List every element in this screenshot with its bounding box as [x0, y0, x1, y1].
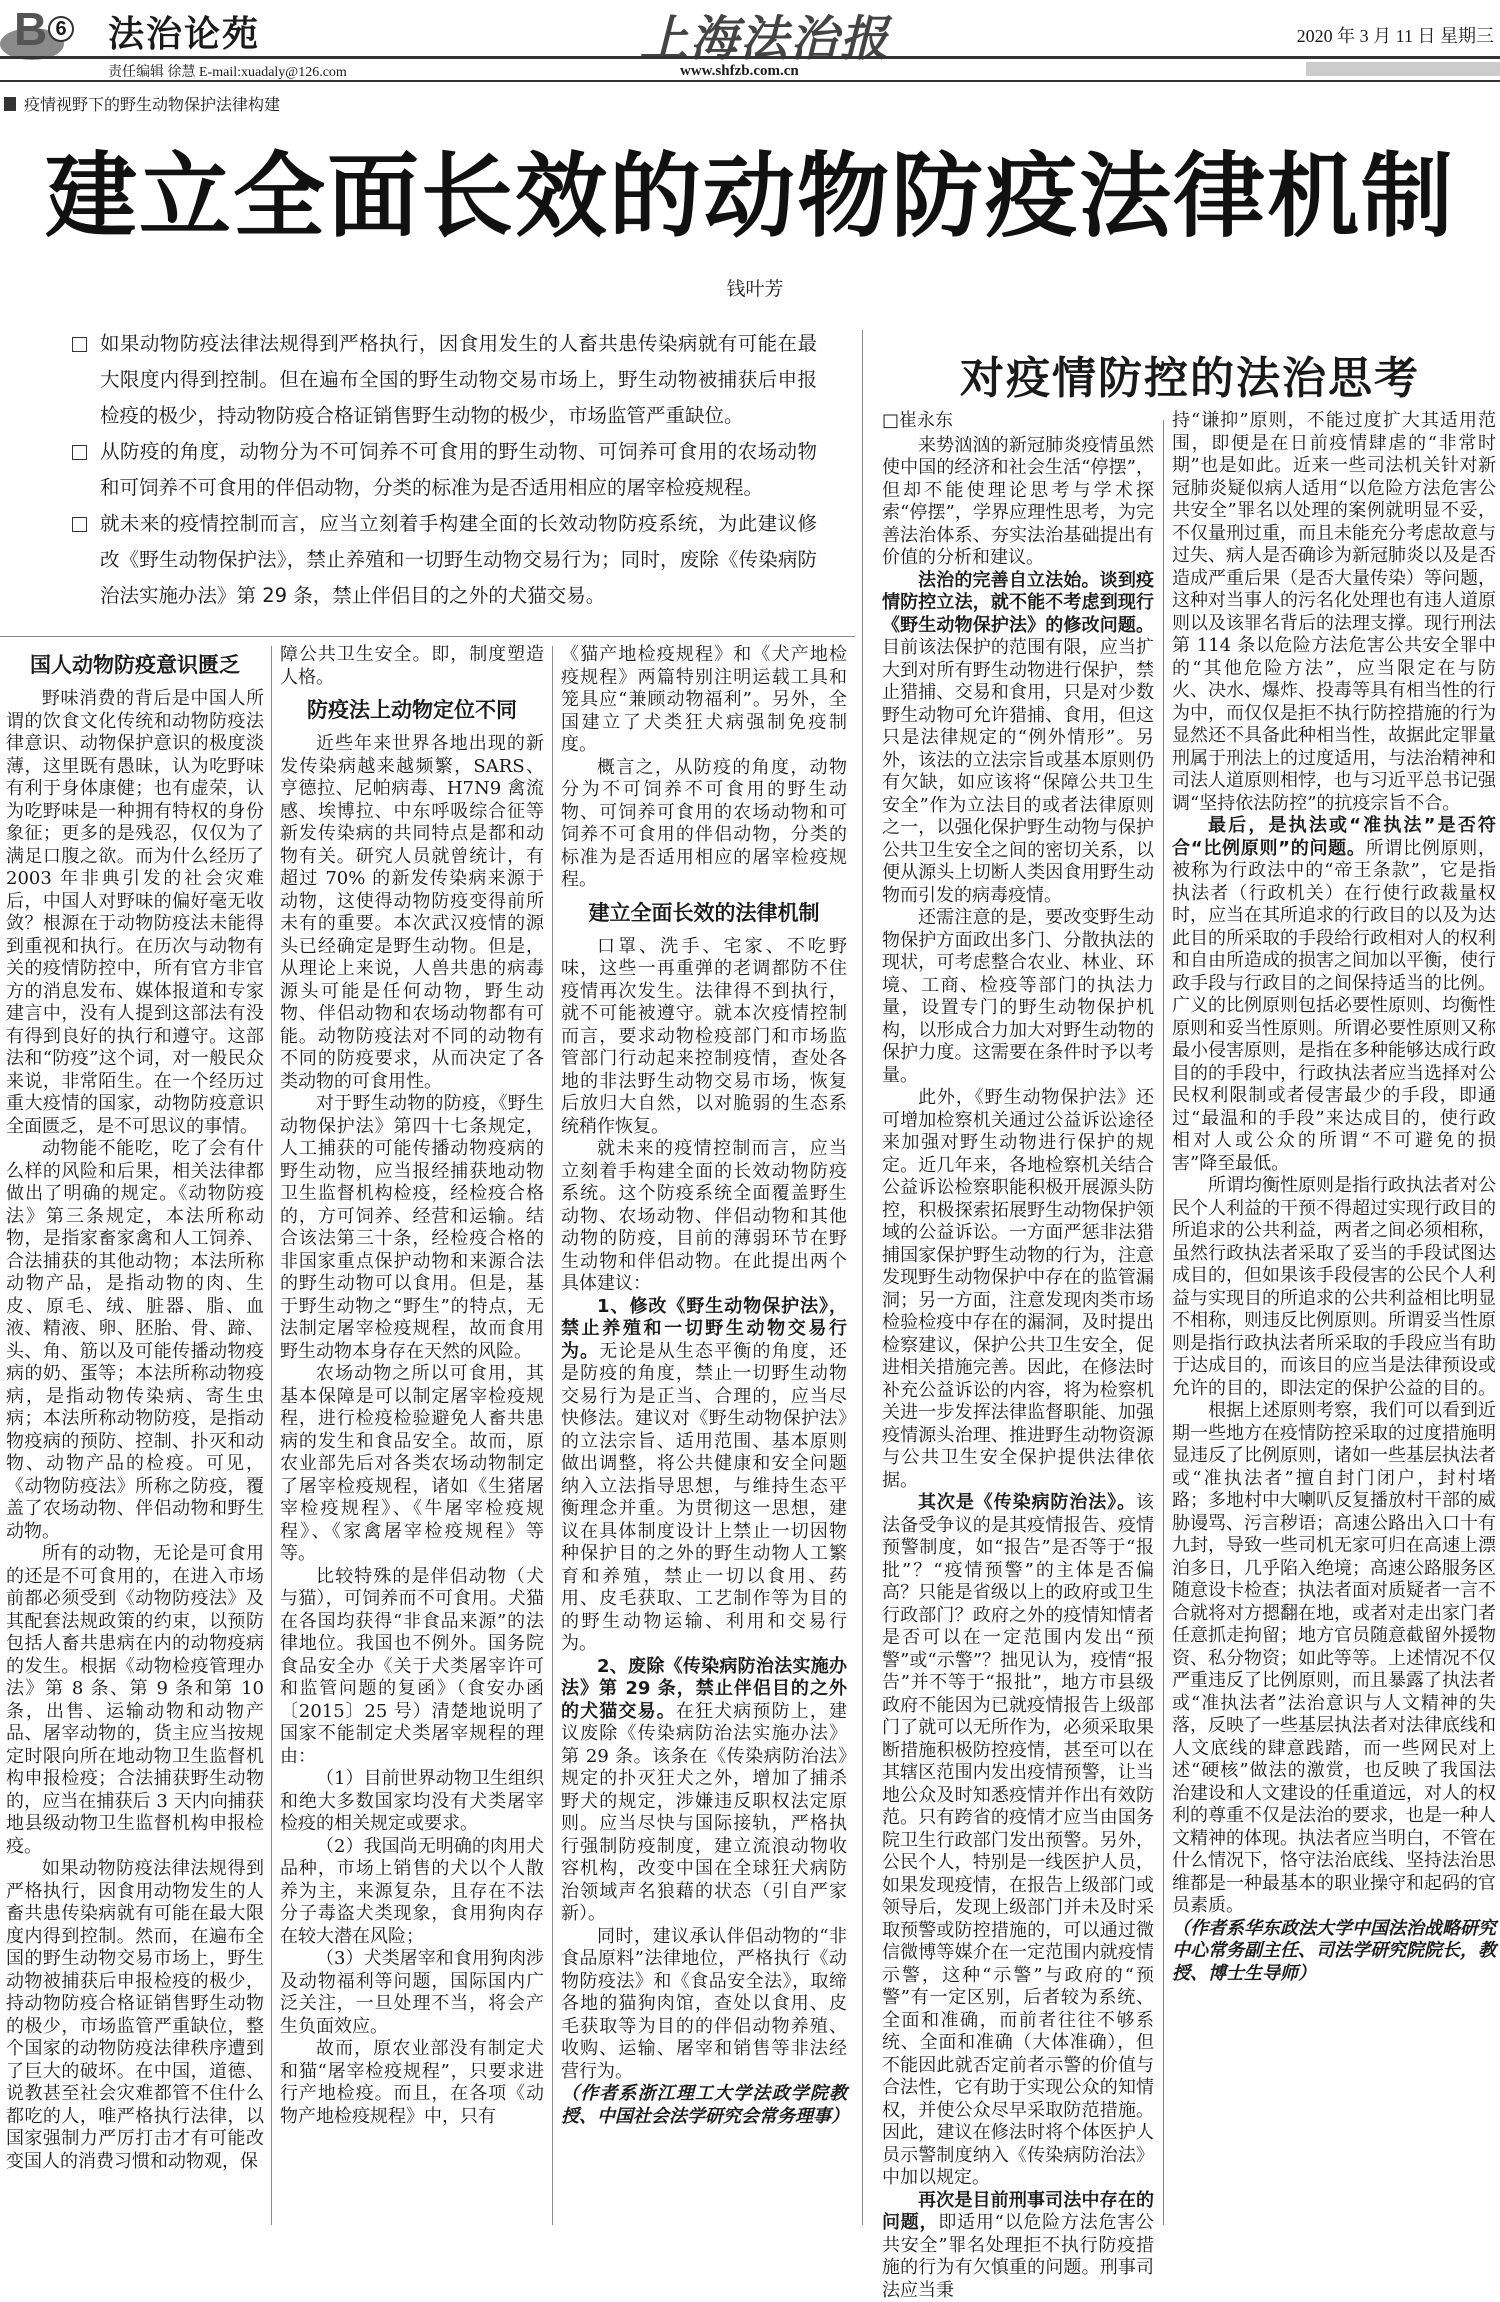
paragraph-text: 所有的动物，无论是可食用的还是不可食用的，在进入市场前都必须受到《动物防疫法》及其配套法规政策的约束，以预防包括人畜共患病在内的动物疫病的发生。根据《动物检疫管理办法》第 8 条、第 9 条和第 10 条，出售、运输动物和动物产品、屠宰动物的，货主应当按规定时限向所在地动物卫生监督机构申报检疫；合法捕获野生动物的，应当在捕获后 3 天内向捕获地县级动物卫生监督机构申报检疫。	[6, 1543, 264, 1857]
column-divider	[1163, 420, 1164, 2225]
paragraph	[1172, 815, 1496, 1175]
paragraph	[280, 733, 544, 1093]
paragraph-text: 所谓均衡性原则是指行政执法者对公民个人利益的干预不得超过实现行政目的所追求的公共利益，两者之间必须相称，虽然行政执法者采取了妥当的手段试图达成目的，但如果该手段侵害的公民个人利益与实现目的所追求的公共利益相比明显不相称，则违反比例原则。所谓妥当性原则是指行政执法者所采取的手段应当有助于达成目的，而该目的应当是法律预设或允许的目的，即法定的保护公益的目的。	[1172, 1175, 1496, 1399]
page-letter: B	[14, 2, 47, 56]
side-column-1	[882, 410, 1154, 2302]
square-bullet-icon	[4, 97, 16, 111]
newspaper-masthead: 上海法治报	[640, 0, 900, 69]
paragraph	[561, 1926, 847, 2084]
paragraph-text: （作者系华东政法大学中国法治战略研究中心常务副主任、司法学研究院院长，教授、博士生导师）	[1172, 1918, 1496, 1984]
paragraph	[561, 1296, 847, 1656]
paragraph-text: 障公共卫生安全。即，制度塑造人格。	[280, 644, 544, 688]
article-divider	[862, 330, 863, 2225]
paragraph-text: 对于野生动物的防疫，《野生动物保护法》第四十七条规定，人工捕获的可能传播动物疫病的野生动物，应当报经捕获地动物卫生监督机构检疫，经检疫合格的，方可饲养、经营和运输。结合该法第三十条，经检疫合格的非国家重点保护动物和来源合法的野生动物可以食用。但是，基于野生动物之“野生”的特点，无法制定屠宰检疫规程，故而食用野生动物本身存在天然的风险。	[280, 1093, 544, 1362]
paragraph	[280, 1836, 544, 1949]
subheading: 国人动物防疫意识匮乏	[6, 652, 264, 678]
paragraph-text: 就未来的疫情控制而言，应当立刻着手构建全面的长效动物防疫系统。这个防疫系统全面覆盖野生动物、农场动物、伴侣动物和其他动物的防疫，目前的薄弱环节在野生动物和伴侣动物。在此提出两个具体建议：	[561, 1138, 847, 1294]
paragraph	[561, 1138, 847, 1296]
paragraph	[561, 1656, 847, 1926]
header-rule	[0, 56, 1500, 59]
side-headline: 对疫情防控的法治思考	[880, 342, 1500, 406]
side-byline: □崔永东	[882, 410, 1154, 433]
paragraph	[280, 644, 544, 689]
paragraph	[6, 1543, 264, 1858]
paragraph-text: 所谓比例原则，被称为行政法中的“帝王条款”，它是指执法者（行政机关）在行使行政裁量权时，应当在其所追求的行政目的以及为达此目的所采取的手段给行政相对人的权利和自由所造成的损害之间加以平衡，使行政手段与行政目的之间保持适当的比例。广义的比例原则包括必要性原则、均衡性原则和妥当性原则。所谓必要性原则又称最小侵害原则，是指在多种能够达成行政目的的手段中，行政执法者应当选择对公民权利限制或者侵害最少的手段，即通过“最温和的手段”来达成目的，使行政相对人或公众的所谓“不可避免的损害”降至最低。	[1172, 838, 1496, 1174]
paragraph-text: 根据上述原则考察，我们可以看到近期一些地方在疫情防控采取的过度措施明显违反了比例原则，诸如一些基层执法者或“准执法者”擅自封门闭户，封村堵路；多地村中大喇叭反复播放村干部的威胁谩骂、污言秽语；高速公路出入口十有九封，导致一些司机无家可归在高速上漂泊多日，几乎陷入绝境；高速公路服务区随意设卡检查；执法者面对质疑者一言不合就将对方摁翻在地，或者对走出家门者任意抓走拘留；地方官员随意截留外援物资、私分物资；如此等等。上述情况不仅严重违反了比例原则，而且暴露了执法者或“准执法者”法治意识与人文精神的失落，反映了一些基层执法者对法律底线和人文底线的肆意践踏，而一些网民对上述“硬核”做法的激赏，也反映了我国法治建设和人文建设的任重道远，对人的权利的尊重不仅是法治的要求，也是一种人文精神的体现。执法者应当明白，不管在什么情况下，恪守法治底线、坚持法治思维都是一种最基本的职业操守和起码的官员素质。	[1172, 1400, 1496, 1916]
paragraph-text: （3）犬类屠宰和食用狗肉涉及动物福利等问题，国际国内广泛关注，一旦处理不当，将会产生负面效应。	[280, 1948, 544, 2037]
page-number: 6	[48, 16, 74, 42]
paragraph	[280, 1093, 544, 1363]
paragraph-text: 即适用“以危险方法危害公共安全”罪名处理拒不执行防疫措施的行为有欠慎重的问题。刑事司法应当秉	[882, 2212, 1154, 2301]
paragraph-text: 故而，原农业部没有制定犬和猫“屠宰检疫规程”，只要求进行产地检疫。而且，在各项《动物产地检疫规程》中，只有	[280, 2038, 544, 2127]
paragraph-text: 此外，《野生动物保护法》还可增加检察机关通过公益诉讼途径来加强对野生动物进行保护的规定。近几年来，各地检察机关结合公益诉讼检察职能积极开展源头防控，积极探索拓展野生动物保护领域的公益诉讼。一方面严惩非法猎捕国家保护野生动物的行为，注意发现野生动物保护中存在的监管漏洞；另一方面，注意发现肉类市场检验检疫中存在的漏洞，及时提出检察建议，保护公共卫生安全，促进相关措施完善。因此，在修法时补充公益诉讼的内容，将为检察机关进一步发挥法律监督职能、加强疫情源头治理、推进野生动物资源与公共卫生安全保护提供法律依据。	[882, 1087, 1154, 1491]
topic-tag	[4, 92, 280, 115]
summary-item	[72, 434, 817, 506]
paragraph	[882, 2190, 1154, 2302]
paragraph-text: （作者系浙江理工大学法政学院教授、中国社会法学研究会常务理事）	[561, 2083, 849, 2127]
website-url: www.shfzb.com.cn	[680, 63, 799, 80]
paragraph	[882, 1492, 1154, 2190]
summary-text: 从防疫的角度，动物分为不可饲养不可食用的野生动物、可饲养可食用的农场动物和可饲养不可食用的伴侣动物，分类的标准为是否适用相应的屠宰检疫规程。	[100, 440, 817, 499]
paragraph-text: 近些年来世界各地出现的新发传染病越来越频繁，SARS、亨德拉、尼帕病毒、H7N9 禽流感、埃博拉、中东呼吸综合征等新发传染病的共同特点是都和动物有关。研究人员就曾统计，有超过 70% 的新发传染病来源于动物，这使得动物防疫变得前所未有的重要。本次武汉疫情的源头已经确定是野生动物。但是，从理论上来说，人兽共患的病毒源头可能是任何动物，野生动物、伴侣动物和农场动物都有可能。动物防疫法对不同的动物有不同的防疫要求，从而决定了各类动物的可食用性。	[280, 733, 544, 1092]
paragraph	[6, 1138, 264, 1543]
header-rule-bottom	[0, 80, 1500, 82]
topic-tag-text: 疫情视野下的野生动物保护法律构建	[24, 95, 280, 114]
paragraph-text: 同时，建议承认伴侣动物的“非食品原料”法律地位，严格执行《动物防疫法》和《食品安全法》，取缔各地的猫狗肉馆，查处以食用、皮毛获取等为目的的伴侣动物养殖、收购、运输、屠宰和销售等非法经营行为。	[561, 1926, 847, 2082]
paragraph	[280, 1566, 544, 1769]
paragraph	[882, 570, 1154, 908]
section-title: 法治论苑	[108, 6, 260, 57]
checkbox-square-icon	[72, 517, 87, 532]
paragraph	[280, 1363, 544, 1566]
paragraph-lead: 其次是《传染病防治法》。	[918, 1492, 1136, 1513]
paragraph-text: 来势汹汹的新冠肺炎疫情虽然使中国的经济和社会生活“停摆”，但却不能使理论思考与学术探索“停摆”，学界应理性思考，为完善法治体系、夯实法治基础提出有价值的分析和建议。	[882, 435, 1154, 569]
paragraph	[1172, 410, 1496, 815]
paragraph-text: 该法备受争议的是其疫情报告、疫情预警制度，如“报告”是否等于“报批”？“疫情预警”的主体是否偏高？只能是省级以上的政府或卫生行政部门？政府之外的疫情知情者是否可以在一定范围内发出“预警”或“示警”？拙见认为，疫情“报告”并不等于“报批”，地方市县级政府不能因为已就疫情报告上级部门了就可以无所作为，必须采取果断措施积极防控疫情，甚至可以在其辖区范围内发出疫情预警，让当地公众及时知悉疫情并作出有效防范。只有跨省的疫情才应当由国务院卫生行政部门发出预警。另外，公民个人，特别是一线医护人员，如果发现疫情，在报告上级部门或领导后，发现上级部门并未及时采取预警或防控措施的，可以通过微信微博等媒介在一定范围内就疫情示警，这种“示警”与政府的“预警”有一定区别，后者较为系统、全面和准确，而前者往往不够系统、全面和准确（大体准确），但不能因此就否定前者示警的价值与合法性，它有助于实现公众的知情权，并使公众尽早采取防范措施。因此，建议在修法时将个体医护人员示警制度纳入《传染病防治法》中加以规定。	[882, 1492, 1154, 2188]
paragraph-lead: 最后，是执法或“准执法”是否符合“比例原则”的问题。	[1172, 815, 1496, 859]
paragraph	[561, 936, 847, 1139]
paragraph-lead: 2、废除《传染病防治法实施办法》第 29 条，禁止伴侣目的之外的犬猫交易。	[561, 1656, 847, 1722]
paragraph-text: 农场动物之所以可食用，其基本保障是可以制定屠宰检疫规程，进行检疫检验避免人畜共患病的发生和食品安全。故而，原农业部先后对各类农场动物制定了屠宰检疫规程，诸如《生猪屠宰检疫规程》、《牛屠宰检疫规程》、《家禽屠宰检疫规程》等等。	[280, 1363, 544, 1564]
editor-credit: 责任编辑 徐慧 E-mail:xuadaly@126.com	[108, 61, 347, 81]
paragraph-text: 目前该法保护的范围有限，应当扩大到对所有野生动物进行保护，禁止猎捕、交易和食用，只是对少数野生动物可允许猎捕、食用，但这只是法律规定的“例外情形”。另外，该法的立法宗旨或基本原则仍有欠缺，如应该将“保障公共卫生安全”作为立法目的或者法律原则之一，以强化保护野生动物与保护公共卫生安全之间的密切关系，以便从源头上切断人类因食用野生动物而引发的病毒疫情。	[882, 637, 1154, 906]
paragraph	[882, 907, 1154, 1087]
main-author: 钱叶芳	[700, 274, 810, 301]
subheading: 建立全面长效的法律机制	[561, 900, 847, 926]
paragraph-lead: 法治的完善自立法始。谈到疫情防控立法，就不能不考虑到现行《野生动物保护法》的修改问题。	[882, 570, 1154, 636]
paragraph	[882, 435, 1154, 570]
paragraph-text: 口罩、洗手、宅家、不吃野味，这些一再重弹的老调都防不住疫情再次发生。法律得不到执行，就不可能被遵守。就本次疫情控制而言，要求动物检疫部门和市场监管部门行动起来控制疫情，查处各地的非法野生动物交易市场，恢复后放归大自然，以对脆弱的生态系统稍作恢复。	[561, 936, 847, 1137]
author-note	[561, 2083, 847, 2128]
column-divider	[271, 646, 272, 2225]
paragraph-text: 如果动物防疫法律法规得到严格执行，因食用动物发生的人畜共患传染病就有可能在最大限度内得到控制。然而，在遍布全国的野生动物交易市场上，野生动物被捕获后申报检疫的极少，持动物防疫合格证销售野生动物的极少，市场监管严重缺位，整个国家的动物防疫法律秩序遭到了巨大的破坏。在中国，道德、说教甚至社会灾难都管不住什么都吃的人，唯严格执行法律，以国家强制力严厉打击才有可能改变国人的消费习惯和动物观，保	[6, 1858, 264, 2172]
issue-date: 2020 年 3 月 11 日 星期三	[1297, 22, 1494, 48]
paragraph-lead: 再次是目前刑事司法中存在的问题，	[882, 2190, 1154, 2234]
header-grey-bar	[1306, 62, 1500, 76]
paragraph	[6, 688, 264, 1138]
main-headline: 建立全面长效的动物防疫法律机制	[0, 146, 1500, 247]
summary-text: 就未来的疫情控制而言，应当立刻着手构建全面的长效动物防疫系统，为此建议修改《野生动物保护法》，禁止养殖和一切野生动物交易行为；同时，废除《传染病防治法实施办法》第 29 条，禁止伴侣目的之外的犬猫交易。	[100, 512, 817, 607]
paragraph	[6, 1858, 264, 2173]
side-column-2	[1172, 410, 1496, 1985]
paragraph	[1172, 1400, 1496, 1918]
main-column-3	[561, 644, 847, 2128]
checkbox-square-icon	[72, 445, 87, 460]
paragraph	[561, 644, 847, 757]
paragraph-text: 还需注意的是，要改变野生动物保护方面政出多门、分散执法的现状，可考虑整合农业、林业、环境、工商、检疫等部门的执法力量，设置专门的野生动物保护机构，以形成合力加大对野生动物的保护力度。这需要在条件时予以考量。	[882, 907, 1154, 1086]
paragraph	[280, 1948, 544, 2038]
paragraph-text: 概言之，从防疫的角度，动物分为不可饲养不可食用的野生动物、可饲养可食用的农场动物和可饲养不可食用的伴侣动物，分类的标准为是否适用相应的屠宰检疫规程。	[561, 757, 847, 891]
column-top-rule	[0, 636, 855, 637]
summary-text: 如果动物防疫法律法规得到严格执行，因食用发生的人畜共患传染病就有可能在最大限度内得到控制。但在遍布全国的野生动物交易市场上，野生动物被捕获后申报检疫的极少，持动物防疫合格证销售野生动物的极少，市场监管严重缺位。	[100, 332, 817, 427]
paragraph-text: 在狂犬病预防上，建议废除《传染病防治法实施办法》第 29 条。该条在《传染病防治法》规定的扑灭狂犬之外，增加了捕杀野犬的规定，涉嫌违反职权法定原则。应当尽快与国际接轨，严格执行强制防疫制度，建立流浪动物收容机构，改变中国在全球狂犬病防治领域声名狼藉的状态（引自严家新）。	[561, 1701, 847, 1925]
summary-item	[72, 506, 817, 614]
main-column-1	[6, 644, 264, 2173]
paragraph	[561, 757, 847, 892]
author-note	[1172, 1918, 1496, 1986]
column-divider	[552, 646, 553, 2225]
summary-box	[72, 326, 817, 614]
paragraph-text: （2）我国尚无明确的肉用犬品种，市场上销售的犬以个人散养为主，来源复杂，且存在不法分子毒盗犬类现象，食用狗肉存在较大潜在风险；	[280, 1836, 544, 1947]
paragraph	[882, 1087, 1154, 1492]
subheading: 防疫法上动物定位不同	[280, 697, 544, 723]
checkbox-square-icon	[72, 337, 87, 352]
paragraph-text: 比较特殊的是伴侣动物（犬与猫），可饲养而不可食用。犬猫在各国均获得“非食品来源”的法律地位。我国也不例外。国务院食品安全办《关于犬类屠宰许可和监管问题的复函》（食安办函〔2015〕25 号）清楚地说明了国家不能制定犬类屠宰规程的理由：	[280, 1566, 544, 1767]
paragraph	[280, 1768, 544, 1836]
summary-item	[72, 326, 817, 434]
paragraph-text: 持“谦抑”原则，不能过度扩大其适用范围，即便是在日前疫情肆虐的“非常时期”也是如此。近来一些司法机关针对新冠肺炎疑似病人适用“以危险方法危害公共安全”罪名以处理的案例就明显不妥，不仅量刑过重，而且未能充分考虑故意与过失、病人是否确诊为新冠肺炎以及是否造成严重后果（是否大量传染）等问题，这种对当事人的污名化处理也有违人道原则以及该罪名背后的法理支撑。现行刑法第 114 条以危险方法危害公共安全罪中的“其他危险方法”，应当限定在与防火、决水、爆炸、投毒等具有相当性的行为中，而仅仅是拒不执行防控措施的行为显然还不具备此种相当性，故据此定罪量刑属于刑法上的过度适用，与法治精神和司法人道原则相悖，也与习近平总书记强调“坚持依法防控”的抗疫宗旨不合。	[1172, 410, 1496, 814]
paragraph-text: 无论是从生态平衡的角度，还是防疫的角度，禁止一切野生动物交易行为是正当、合理的，应当尽快修法。建议对《野生动物保护法》的立法宗旨、适用范围、基本原则做出调整，将公共健康和安全问题纳入立法指导思想，与维持生态平衡理念并重。为贯彻这一思想，建议在具体制度设计上禁止一切因物种保护目的之外的野生动物人工繁育和养殖，禁止一切以食用、药用、皮毛获取、工艺制作等为目的的野生动物运输、利用和交易行为。	[561, 1341, 847, 1655]
paragraph-lead: 1、修改《野生动物保护法》，禁止养殖和一切野生动物交易行为。	[561, 1296, 847, 1362]
paragraph-text: 动物能不能吃，吃了会有什么样的风险和后果，相关法律都做出了明确的规定。《动物防疫法》第三条规定，本法所称动物，是指家畜家禽和人工饲养、合法捕获的其他动物；本法所称动物产品，是指动物的肉、生皮、原毛、绒、脏器、脂、血液、精液、卵、胚胎、骨、蹄、头、角、筋以及可能传播动物疫病的奶、蛋等；本法所称动物疫病，是指动物传染病、寄生虫病；本法所称动物防疫，是指动物疫病的预防、控制、扑灭和动物、动物产品的检疫。可见，《动物防疫法》所称之防疫，覆盖了农场动物、伴侣动物和野生动物。	[6, 1138, 264, 1542]
paragraph	[1172, 1175, 1496, 1400]
page-number-logo	[0, 4, 78, 64]
paragraph-text: （1）目前世界动物卫生组织和绝大多数国家均没有犬类屠宰检疫的相关规定或要求。	[280, 1768, 544, 1834]
main-column-2	[280, 644, 544, 2128]
paragraph-text: 《猫产地检疫规程》和《犬产地检疫规程》两篇特别注明运载工具和笼具应“兼顾动物福利”。另外，全国建立了犬类狂犬病强制免疫制度。	[561, 644, 847, 755]
paragraph	[280, 2038, 544, 2128]
paragraph-text: 野味消费的背后是中国人所谓的饮食文化传统和动物防疫法律意识、动物保护意识的极度淡薄，这里既有愚昧，认为吃野味有利于身体康健；也有虚荣，认为吃野味是一种拥有特权的身份象征；更多的是残忍，仅仅为了满足口腹之欲。而为什么经历了 2003 年非典引发的社会灾难后，中国人对野味的偏好毫无收敛？根源在于动物防疫法未能得到重视和执行。在历次与动物有关的疫情防控中，所有官方非官方的消息发布、媒体报道和专家建言中，没有人提到这部法有没有得到良好的执行和遵守。这部法和“防疫”这个词，对一般民众来说，非常陌生。在一个经历过重大疫情的国家，动物防疫意识全面匮乏，是不可思议的事情。	[6, 688, 264, 1137]
